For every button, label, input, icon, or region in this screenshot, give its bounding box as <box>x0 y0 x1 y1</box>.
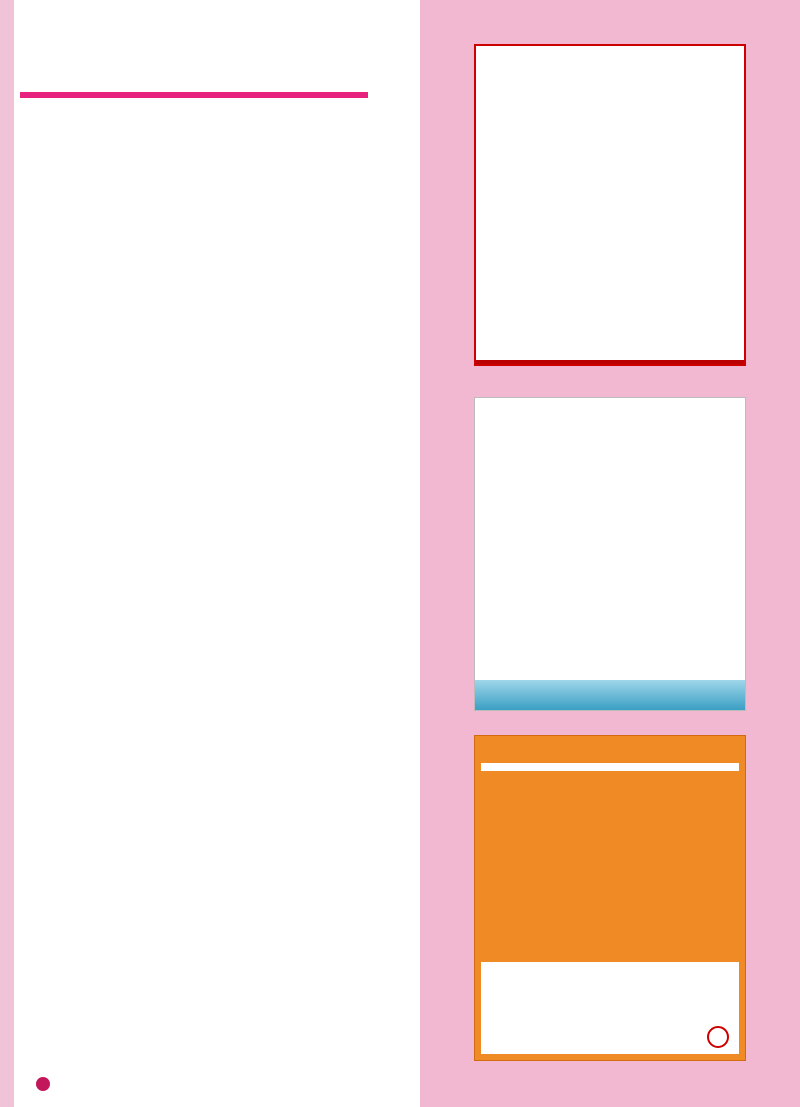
special-notice <box>20 90 368 98</box>
left-pink-strip <box>0 0 14 1107</box>
ad3-contact-box <box>481 962 739 1054</box>
meeting-points <box>481 763 739 771</box>
column-separator <box>412 0 420 1107</box>
ad1-contact <box>476 360 744 364</box>
ad3-row-1 <box>475 736 745 761</box>
zhyoo-ad <box>474 397 746 711</box>
red-edition-badge <box>36 1077 50 1091</box>
sea-image <box>475 680 745 710</box>
index-column <box>20 60 368 98</box>
recruitment-ad <box>474 44 746 366</box>
page-footer <box>24 1077 56 1091</box>
hk-tour-ad <box>474 735 746 1061</box>
notice-box <box>20 92 368 98</box>
special-price-seal <box>707 1026 729 1048</box>
